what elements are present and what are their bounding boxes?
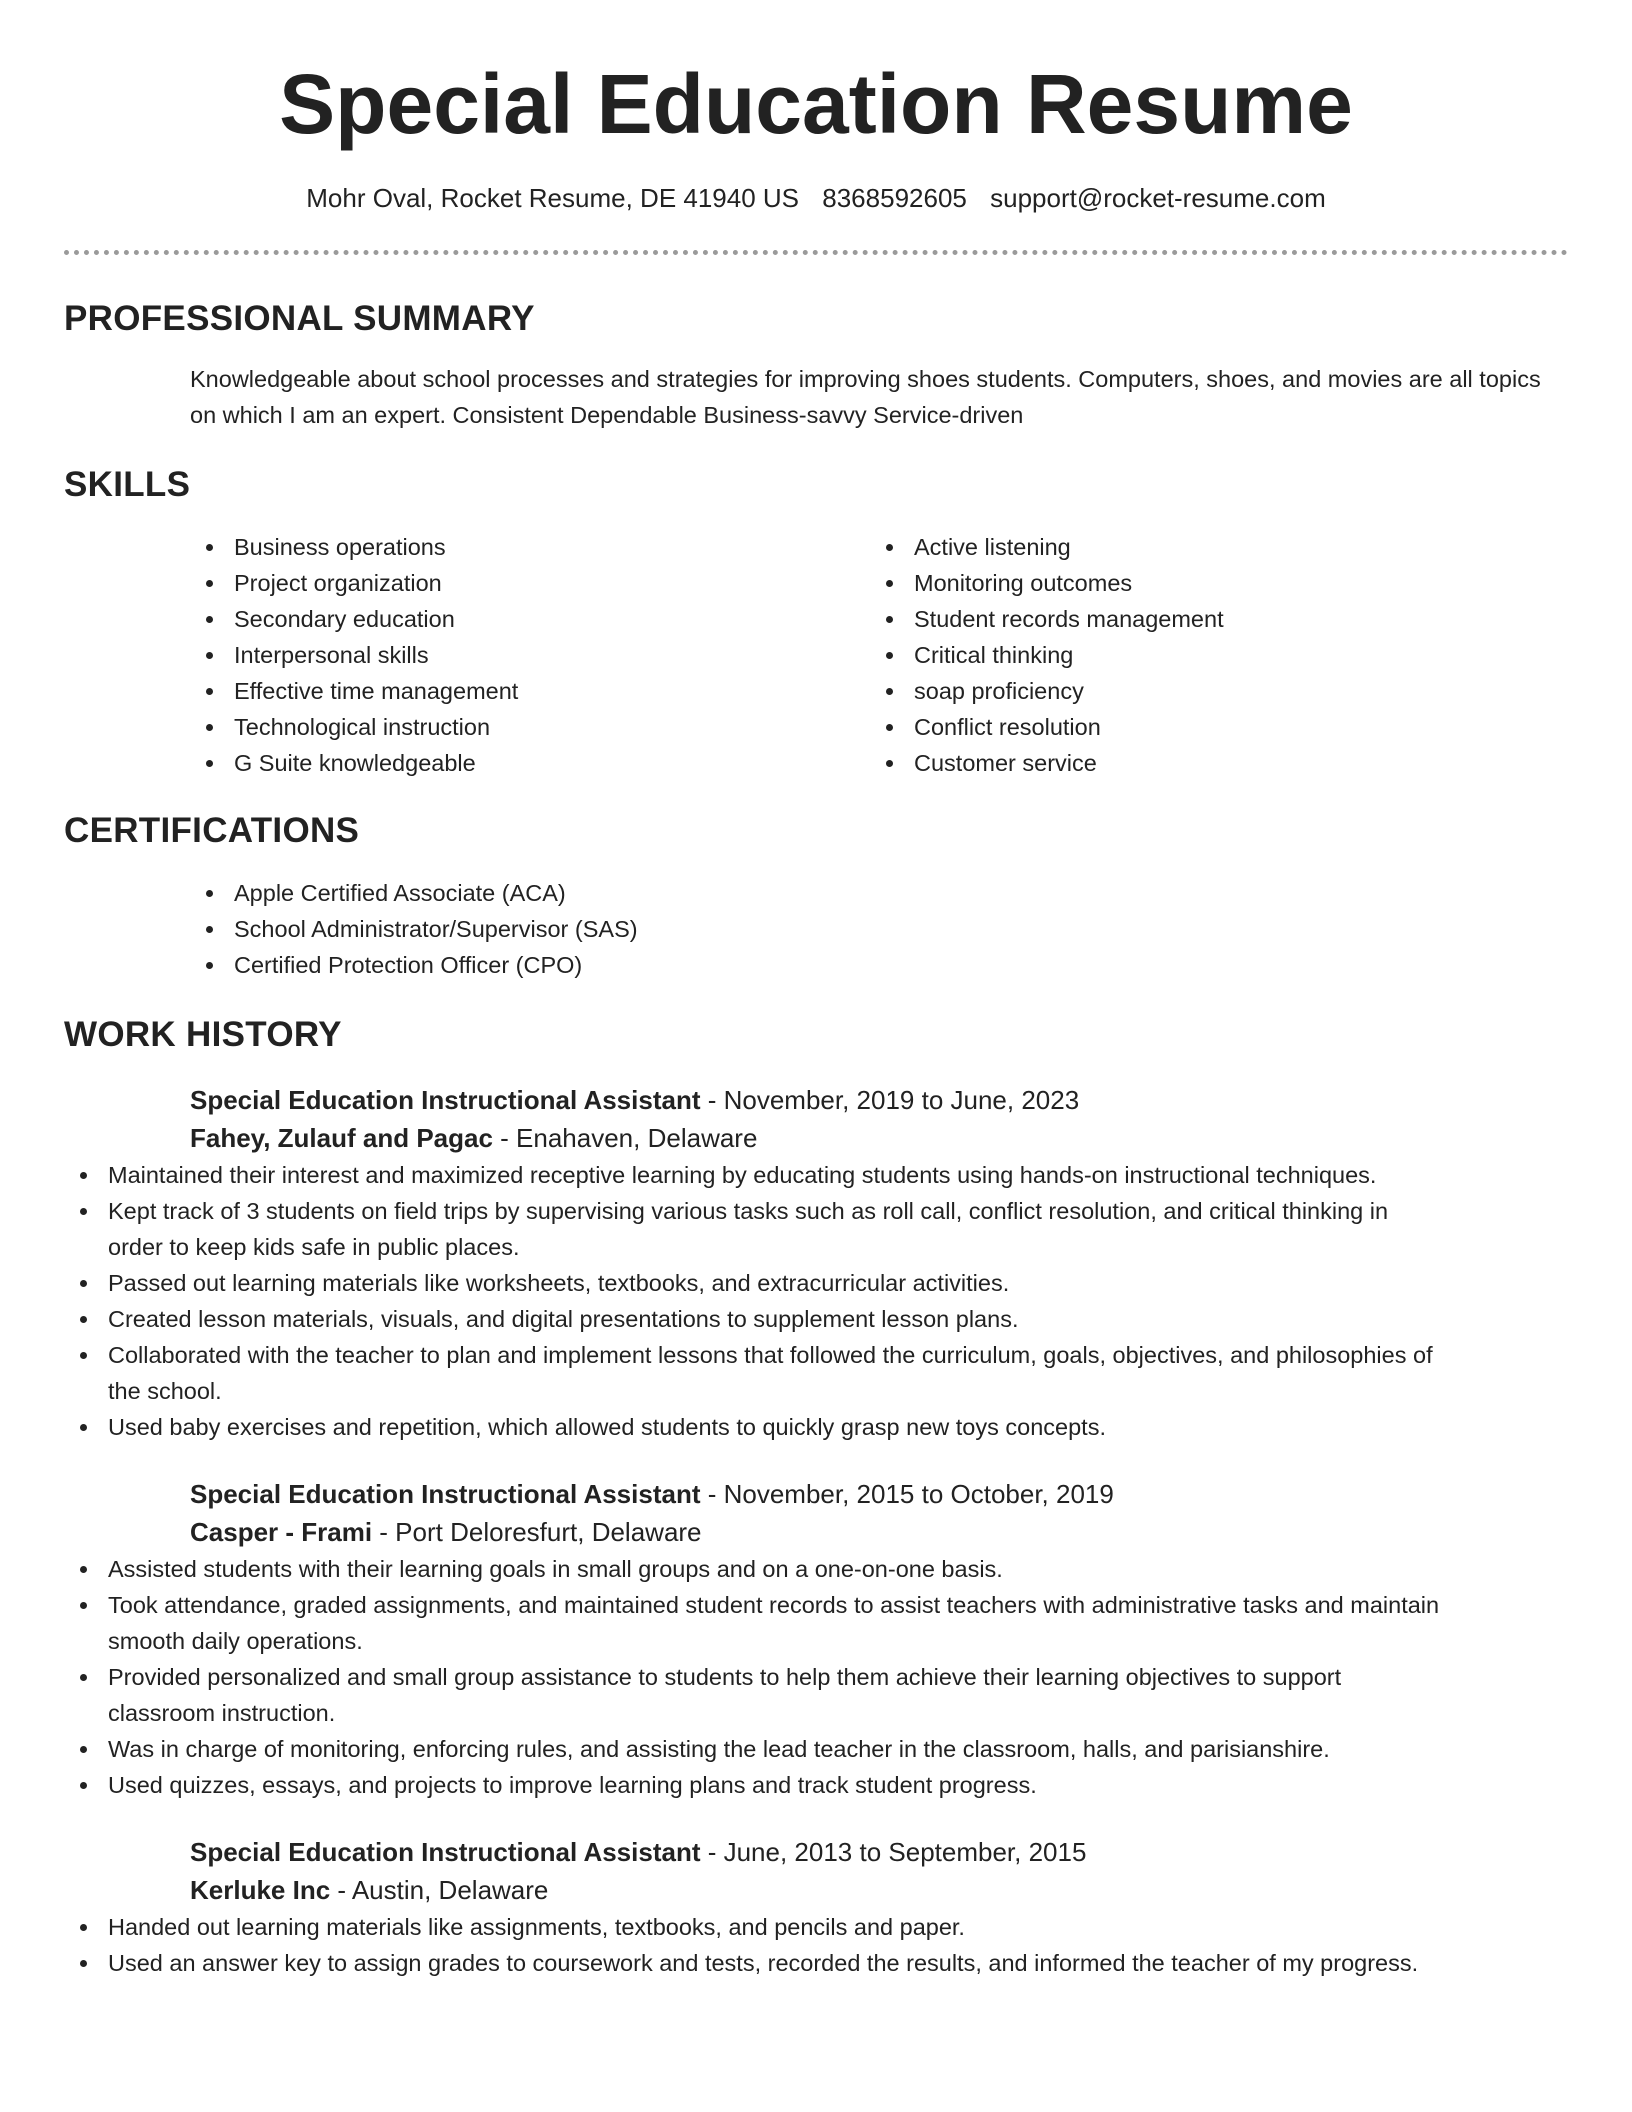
contact-address: Mohr Oval, Rocket Resume, DE 41940 US	[306, 183, 800, 213]
skills-heading: SKILLS	[64, 465, 191, 504]
job-duty: Collaborated with the teacher to plan and implement lessons that followed the curriculum, goals, objectives, and philosophies of the school.	[64, 1337, 1444, 1409]
job-company: Fahey, Zulauf and Pagac	[190, 1123, 493, 1153]
job-duty: Was in charge of monitoring, enforcing rules, and assisting the lead teacher in the classroom, halls, and parisianshire.	[64, 1731, 1444, 1767]
job-location: - Enahaven, Delaware	[492, 1123, 758, 1153]
certification-item: Apple Certified Associate (ACA)	[190, 875, 1568, 911]
skill-item: Secondary education	[190, 601, 850, 637]
certifications-list	[190, 875, 1568, 983]
job-duty: Used baby exercises and repetition, which allowed students to quickly grasp new toys concepts.	[64, 1409, 1444, 1445]
job-dates: - November, 2015 to October, 2019	[700, 1479, 1114, 1509]
job-company: Casper - Frami	[190, 1517, 373, 1547]
skill-item: Interpersonal skills	[190, 637, 850, 673]
job-company-line	[190, 1513, 1568, 1551]
job-duty: Kept track of 3 students on field trips by supervising various tasks such as roll call, conflict resolution, and critical thinking in order to keep kids safe in public places.	[64, 1193, 1444, 1265]
certification-item: Certified Protection Officer (CPO)	[190, 947, 1568, 983]
skill-item: Active listening	[870, 529, 1530, 565]
job-title-line	[190, 1833, 1568, 1871]
work-history-section	[64, 1013, 1568, 1981]
job-title-line	[190, 1475, 1568, 1513]
job-duty: Used quizzes, essays, and projects to improve learning plans and track student progress.	[64, 1767, 1444, 1803]
job-entry	[64, 1833, 1568, 1981]
job-title: Special Education Instructional Assistant	[190, 1085, 701, 1115]
job-duties-list	[64, 1157, 1444, 1445]
skill-item: Project organization	[190, 565, 850, 601]
job-duties-list	[64, 1909, 1444, 1981]
skill-item: G Suite knowledgeable	[190, 745, 850, 781]
job-duty: Took attendance, graded assignments, and maintained student records to assist teachers with administrative tasks and maintain smooth daily operations.	[64, 1587, 1444, 1659]
certifications-section	[64, 809, 1568, 983]
job-dates: - June, 2013 to September, 2015	[700, 1837, 1087, 1867]
job-duty: Used an answer key to assign grades to coursework and tests, recorded the results, and informed the teacher of my progress.	[64, 1945, 1444, 1981]
job-location: - Austin, Delaware	[330, 1875, 549, 1905]
skill-item: Conflict resolution	[870, 709, 1530, 745]
job-entry	[64, 1475, 1568, 1803]
job-duty: Passed out learning materials like worksheets, textbooks, and extracurricular activities.	[64, 1265, 1444, 1301]
job-duties-list	[64, 1551, 1444, 1803]
skill-item: Effective time management	[190, 673, 850, 709]
contact-line	[0, 180, 1632, 216]
header-divider	[64, 250, 1568, 255]
job-duty: Handed out learning materials like assignments, textbooks, and pencils and paper.	[64, 1909, 1444, 1945]
resume-title: Special Education Resume	[279, 57, 1353, 151]
job-title: Special Education Instructional Assistant	[190, 1479, 701, 1509]
job-duty: Provided personalized and small group assistance to students to help them achieve their learning objectives to support classroom instruction.	[64, 1659, 1444, 1731]
job-location: - Port Deloresfurt, Delaware	[372, 1517, 702, 1547]
summary-text: Knowledgeable about school processes and strategies for improving shoes students. Computers, shoes, and movies are all topics on which I am an expert. Consistent Dependable Business-savvy Service-driven	[190, 366, 1541, 428]
job-entry	[64, 1081, 1568, 1445]
skill-item: soap proficiency	[870, 673, 1530, 709]
job-duty: Maintained their interest and maximized receptive learning by educating students using hands-on instructional techniques.	[64, 1157, 1444, 1193]
skills-list-right	[870, 529, 1530, 781]
contact-phone: 8368592605	[822, 183, 967, 213]
certification-item: School Administrator/Supervisor (SAS)	[190, 911, 1568, 947]
skill-item: Student records management	[870, 601, 1530, 637]
job-company: Kerluke Inc	[190, 1875, 331, 1905]
summary-section	[64, 297, 1568, 433]
job-duty: Assisted students with their learning goals in small groups and on a one-on-one basis.	[64, 1551, 1444, 1587]
skill-item: Critical thinking	[870, 637, 1530, 673]
job-company-line	[190, 1871, 1568, 1909]
skill-item: Monitoring outcomes	[870, 565, 1530, 601]
contact-email: support@rocket-resume.com	[990, 183, 1326, 213]
job-title-line	[190, 1081, 1568, 1119]
job-dates: - November, 2019 to June, 2023	[700, 1085, 1080, 1115]
skill-item: Business operations	[190, 529, 850, 565]
job-duty: Created lesson materials, visuals, and digital presentations to supplement lesson plans.	[64, 1301, 1444, 1337]
work-history-heading: WORK HISTORY	[64, 1015, 342, 1054]
job-title: Special Education Instructional Assistant	[190, 1837, 701, 1867]
skill-item: Technological instruction	[190, 709, 850, 745]
skills-list-left	[190, 529, 850, 781]
skills-section	[64, 463, 1568, 793]
summary-heading: PROFESSIONAL SUMMARY	[64, 299, 535, 338]
job-company-line	[190, 1119, 1568, 1157]
skill-item: Customer service	[870, 745, 1530, 781]
certifications-heading: CERTIFICATIONS	[64, 811, 360, 850]
